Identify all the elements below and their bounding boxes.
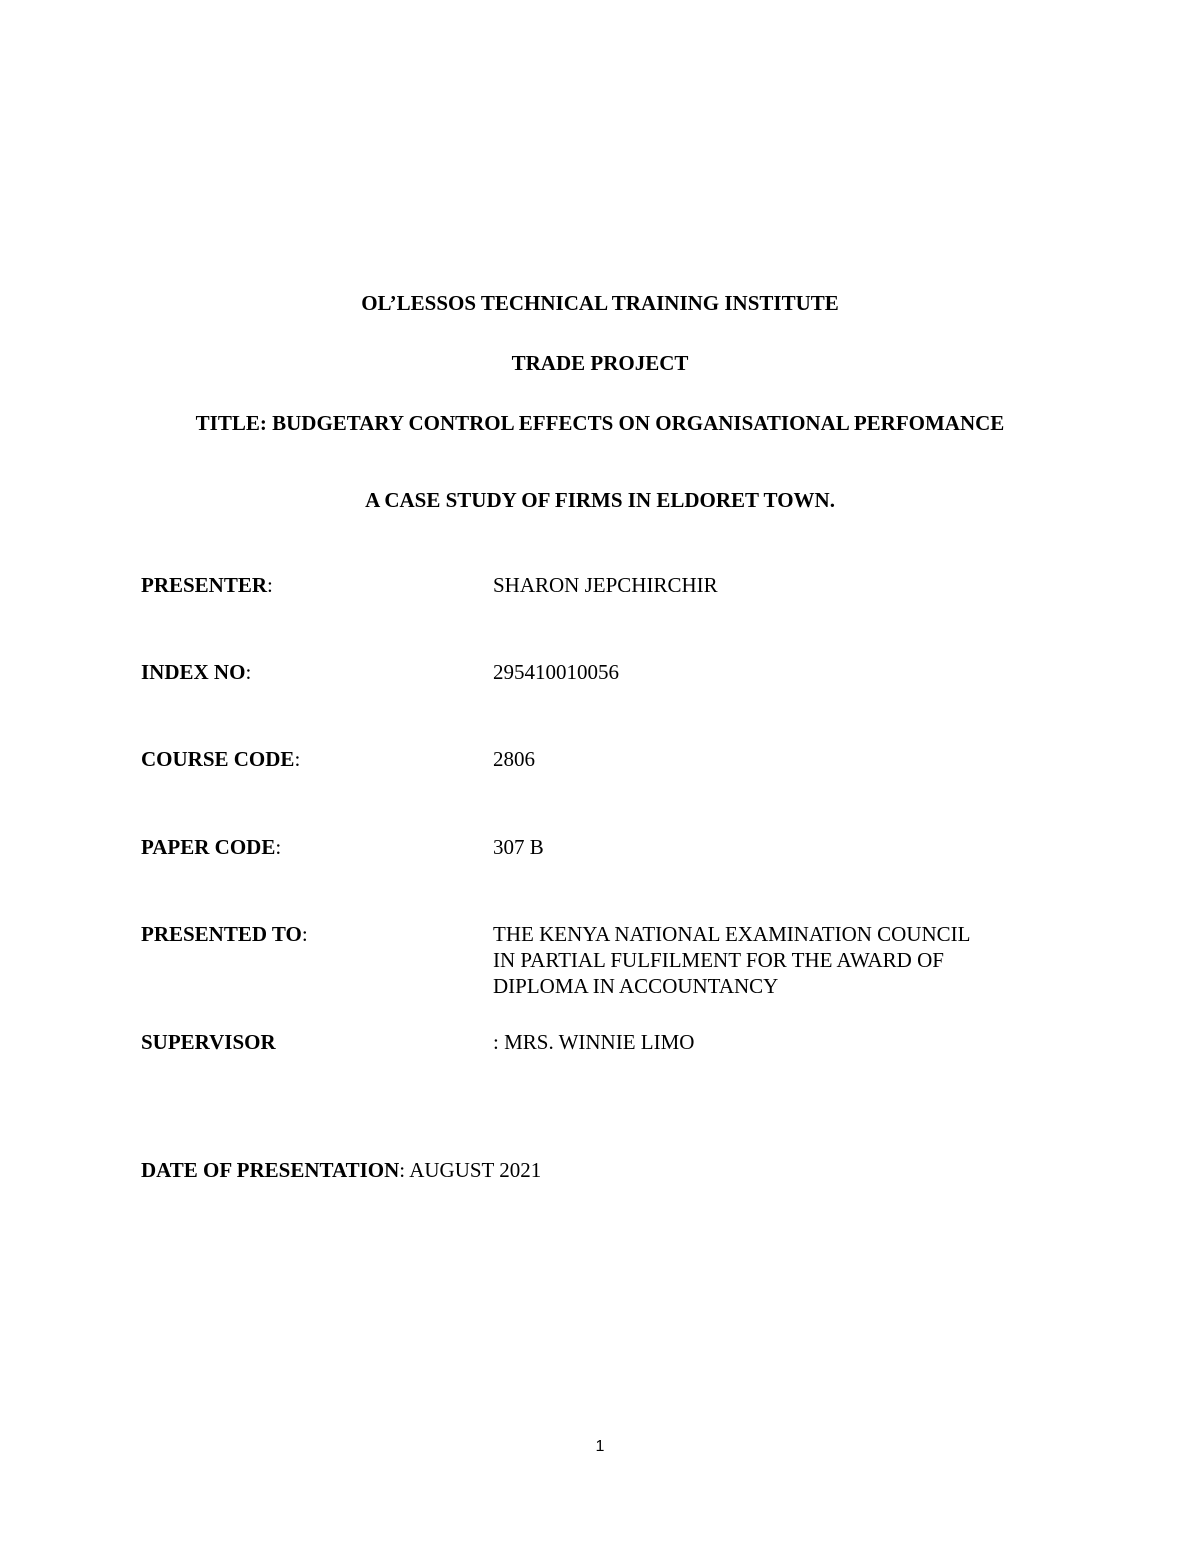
index-no-value: 295410010056 bbox=[493, 660, 619, 684]
course-code-label: COURSE CODE: bbox=[141, 747, 301, 771]
supervisor-label: SUPERVISOR bbox=[141, 1030, 276, 1054]
presented-to-value bbox=[493, 921, 1093, 999]
presented-to-label: PRESENTED TO: bbox=[141, 922, 308, 946]
presented-to-line: DIPLOMA IN ACCOUNTANCY bbox=[493, 974, 779, 998]
presented-to-line: IN PARTIAL FULFILMENT FOR THE AWARD OF bbox=[493, 948, 944, 972]
date-colon: : bbox=[399, 1158, 406, 1182]
index-no-label: INDEX NO: bbox=[141, 660, 252, 684]
course-code-value: 2806 bbox=[493, 747, 535, 771]
date-label: DATE OF PRESENTATION bbox=[141, 1158, 400, 1182]
page-number: 1 bbox=[595, 1438, 605, 1455]
case-study-line: A CASE STUDY OF FIRMS IN ELDORET TOWN. bbox=[365, 488, 835, 512]
supervisor-value: : MRS. WINNIE LIMO bbox=[493, 1030, 695, 1054]
project-type: TRADE PROJECT bbox=[511, 351, 689, 375]
presenter-value: SHARON JEPCHIRCHIR bbox=[493, 573, 718, 597]
institute-name: OL’LESSOS TECHNICAL TRAINING INSTITUTE bbox=[361, 291, 839, 315]
date-value: AUGUST 2021 bbox=[405, 1158, 542, 1182]
date-of-presentation bbox=[141, 1157, 541, 1183]
presented-to-line: THE KENYA NATIONAL EXAMINATION COUNCIL bbox=[493, 922, 971, 946]
presenter-label: PRESENTER: bbox=[141, 573, 273, 597]
paper-code-value: 307 B bbox=[493, 835, 544, 859]
project-title: TITLE: BUDGETARY CONTROL EFFECTS ON ORGANISATIONAL PERFOMANCE bbox=[195, 411, 1005, 435]
paper-code-label: PAPER CODE: bbox=[141, 835, 282, 859]
